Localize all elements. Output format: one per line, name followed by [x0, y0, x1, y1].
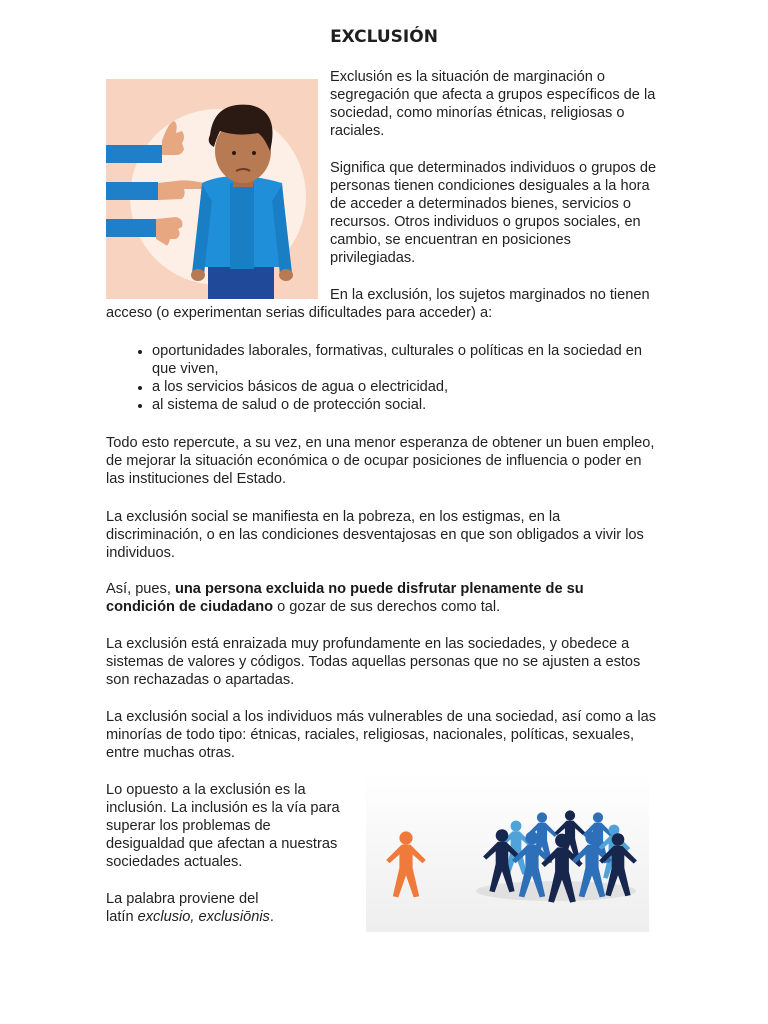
etymology-pre: latín	[106, 909, 138, 925]
paragraph-consequences: Todo esto repercute, a su vez, en una menor esperanza de obtener un buen empleo, de mejorar la situación económica o de ocupar posiciones de influencia o poder en las instituciones del Estado.	[106, 435, 655, 487]
intro-paragraph-3-line1: En la exclusión, los sujetos marginados no tienen	[330, 287, 650, 303]
bullet-item: • a los servicios básicos de agua o electricidad,	[152, 378, 666, 396]
intro-paragraph-1: Exclusión es la situación de marginación o segregación que afecta a grupos específicos de la sociedad, como minorías étnicas, religiosas o raciales.	[330, 69, 656, 139]
etymology-line1: La palabra proviene del	[106, 891, 259, 907]
intro-paragraph-2: Significa que determinados individuos o grupos de personas tienen condiciones desiguales a la hora de acceder a determinados bienes, servicios o recursos. Otros individuos o grupos sociales, en cambio, se encuentran en posiciones privilegiadas.	[330, 160, 657, 266]
paragraph-etymology	[106, 890, 351, 926]
access-bullet-list	[106, 342, 666, 414]
citizenship-pre: Así, pues,	[106, 581, 175, 597]
intro-paragraph-3-line2: acceso (o experimentan serias dificultades para acceder) a:	[106, 305, 493, 321]
citizenship-bold: una persona excluida no puede disfrutar plenamente de su condición de ciudadano	[106, 581, 584, 615]
citizenship-post: o gozar de sus derechos como tal.	[273, 599, 501, 615]
etymology-latin: exclusio, exclusiōnis	[137, 909, 270, 925]
paragraph-vulnerable: La exclusión social a los individuos más vulnerables de una sociedad, así como a las minorías de todo tipo: étnicas, raciales, religiosas, nacionales, políticas, sexuales, entre muchas otras.	[106, 709, 657, 761]
paragraph-citizenship	[106, 580, 616, 616]
paragraph-roots: La exclusión está enraizada muy profundamente en las sociedades, y obedece a sistemas de valores y códigos. Todas aquellas personas que no se ajusten a estos son rechazadas o apartadas.	[106, 636, 641, 688]
paragraph-inclusion: Lo opuesto a la exclusión es la inclusión. La inclusión es la vía para superar los problemas de desigualdad que afectan a nuestras sociedades actuales.	[106, 782, 340, 870]
page-title: EXCLUSIÓN	[330, 27, 438, 47]
paragraph-manifestation: La exclusión social se manifiesta en la pobreza, en los estigmas, en la discriminación, o en las condiciones desventajosas en que son obligados a vivir los individuos.	[106, 509, 644, 561]
paper-people-circle-photo	[366, 771, 649, 932]
bullet-item: • oportunidades laborales, formativas, culturales o políticas en la sociedad en que viven,	[152, 342, 666, 378]
excluded-person-illustration	[106, 79, 318, 299]
bullet-item: • al sistema de salud o de protección social.	[152, 396, 666, 414]
etymology-post: .	[269, 909, 274, 925]
